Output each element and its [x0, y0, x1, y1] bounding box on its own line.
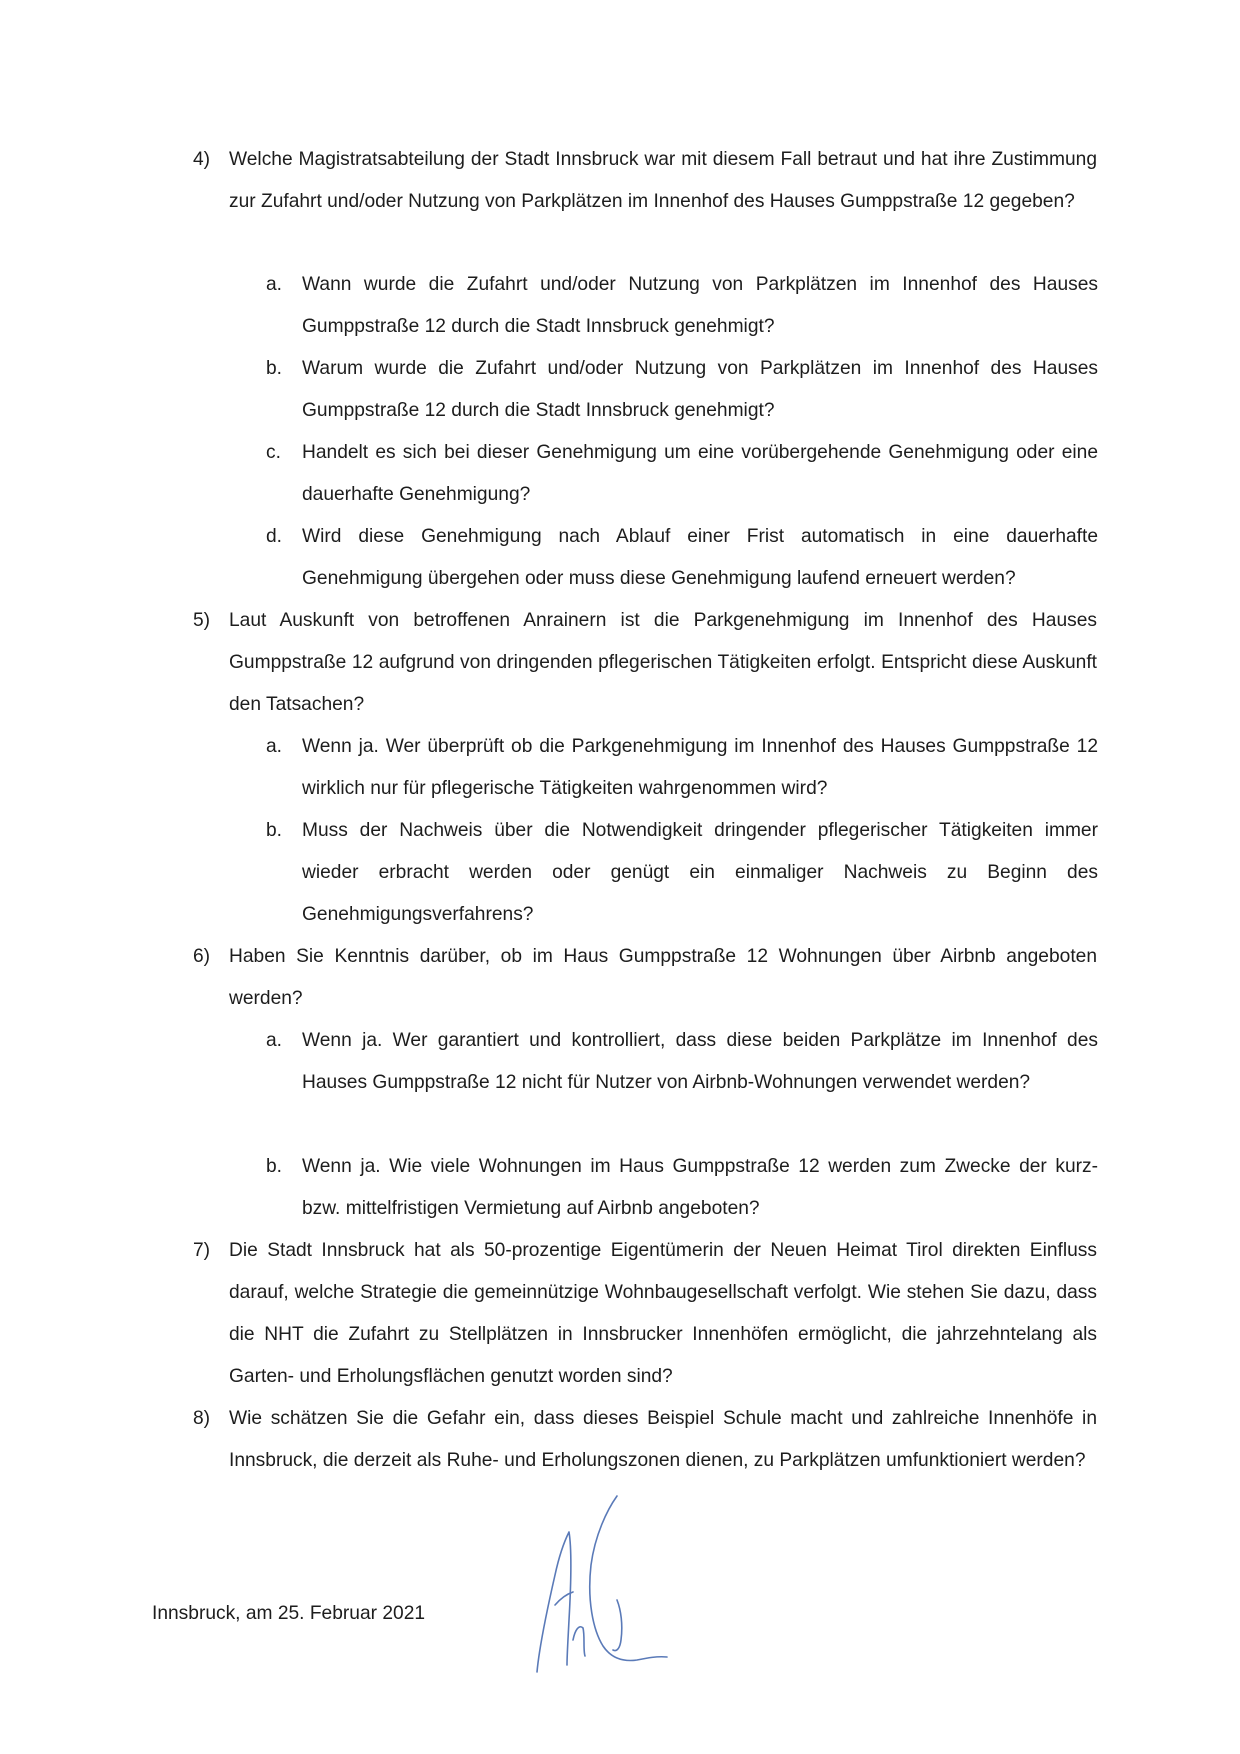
sub-letter: c.	[266, 442, 281, 463]
sub-letter: d.	[266, 526, 283, 547]
question-7	[193, 1230, 1097, 1398]
question-8	[193, 1398, 1097, 1482]
question-5-a	[266, 726, 1098, 810]
place-date: Innsbruck, am 25. Februar 2021	[152, 1603, 426, 1624]
sub-text: Warum wurde die Zufahrt und/oder Nutzung von Parkplätzen im Innenhof des Hauses Gumppstraße 12 durch die Stadt Innsbruck genehmigt?	[302, 358, 1098, 421]
question-4-d	[266, 516, 1098, 600]
sub-text: Handelt es sich bei dieser Genehmigung um eine vorübergehende Genehmigung oder eine dauerhafte Genehmigung?	[302, 442, 1098, 505]
question-number: 8)	[193, 1408, 211, 1429]
question-5-b	[266, 810, 1098, 936]
question-text: Die Stadt Innsbruck hat als 50-prozentige Eigentümerin der Neuen Heimat Tirol direkten Einfluss darauf, welche Strategie die gemeinnützige Wohnbaugesellschaft verfolgt. Wie stehen Sie dazu, dass die NHT die Zufahrt zu Stellplätzen in Innsbrucker Innenhöfen ermöglicht, die jahrzehntelang als Garten- und Erholungsflächen genutzt worden sind?	[229, 1240, 1097, 1387]
sub-letter: a.	[266, 274, 283, 295]
question-text: Wie schätzen Sie die Gefahr ein, dass dieses Beispiel Schule macht und zahlreiche Innenhöfe in Innsbruck, die derzeit als Ruhe- und Erholungszonen dienen, zu Parkplätzen umfunktioniert werden?	[229, 1408, 1097, 1471]
sub-letter: b.	[266, 820, 283, 841]
sub-letter: a.	[266, 1030, 283, 1051]
sub-letter: a.	[266, 736, 283, 757]
question-5	[193, 600, 1097, 726]
question-number: 5)	[193, 610, 211, 631]
sub-text: Wann wurde die Zufahrt und/oder Nutzung von Parkplätzen im Innenhof des Hauses Gumppstraße 12 durch die Stadt Innsbruck genehmigt?	[302, 274, 1098, 337]
sub-text: Wird diese Genehmigung nach Ablauf einer Frist automatisch in eine dauerhafte Genehmigung übergehen oder muss diese Genehmigung laufend erneuert werden?	[302, 526, 1098, 589]
sub-letter: b.	[266, 358, 283, 379]
question-text: Haben Sie Kenntnis darüber, ob im Haus Gumppstraße 12 Wohnungen über Airbnb angeboten werden?	[229, 946, 1097, 1009]
sub-text: Wenn ja. Wie viele Wohnungen im Haus Gumppstraße 12 werden zum Zwecke der kurz- bzw. mittelfristigen Vermietung auf Airbnb angeboten?	[302, 1156, 1098, 1219]
question-text: Welche Magistratsabteilung der Stadt Innsbruck war mit diesem Fall betraut und hat ihre Zustimmung zur Zufahrt und/oder Nutzung von Parkplätzen im Innenhof des Hauses Gumppstraße 12 gegeben?	[229, 149, 1097, 212]
signature-image	[525, 1490, 695, 1690]
question-4	[193, 139, 1097, 223]
question-4-b	[266, 348, 1098, 432]
question-4-a	[266, 264, 1098, 348]
question-6	[193, 936, 1097, 1020]
question-6-a	[266, 1020, 1098, 1104]
question-4-c	[266, 432, 1098, 516]
sub-text: Wenn ja. Wer überprüft ob die Parkgenehmigung im Innenhof des Hauses Gumppstraße 12 wirklich nur für pflegerische Tätigkeiten wahrgenommen wird?	[302, 736, 1098, 799]
question-6-b	[266, 1146, 1098, 1230]
question-number: 6)	[193, 946, 211, 967]
question-number: 7)	[193, 1240, 211, 1261]
sub-text: Wenn ja. Wer garantiert und kontrolliert, dass diese beiden Parkplätze im Innenhof des Hauses Gumppstraße 12 nicht für Nutzer von Airbnb-Wohnungen verwendet werden?	[302, 1030, 1098, 1093]
question-text: Laut Auskunft von betroffenen Anrainern ist die Parkgenehmigung im Innenhof des Hauses Gumppstraße 12 aufgrund von dringenden pflegerischen Tätigkeiten erfolgt. Entspricht diese Auskunft den Tatsachen?	[229, 610, 1097, 715]
sub-text: Muss der Nachweis über die Notwendigkeit dringender pflegerischer Tätigkeiten immer wieder erbracht werden oder genügt ein einmaliger Nachweis zu Beginn des Genehmigungsverfahrens?	[302, 820, 1098, 925]
sub-letter: b.	[266, 1156, 283, 1177]
question-number: 4)	[193, 149, 211, 170]
